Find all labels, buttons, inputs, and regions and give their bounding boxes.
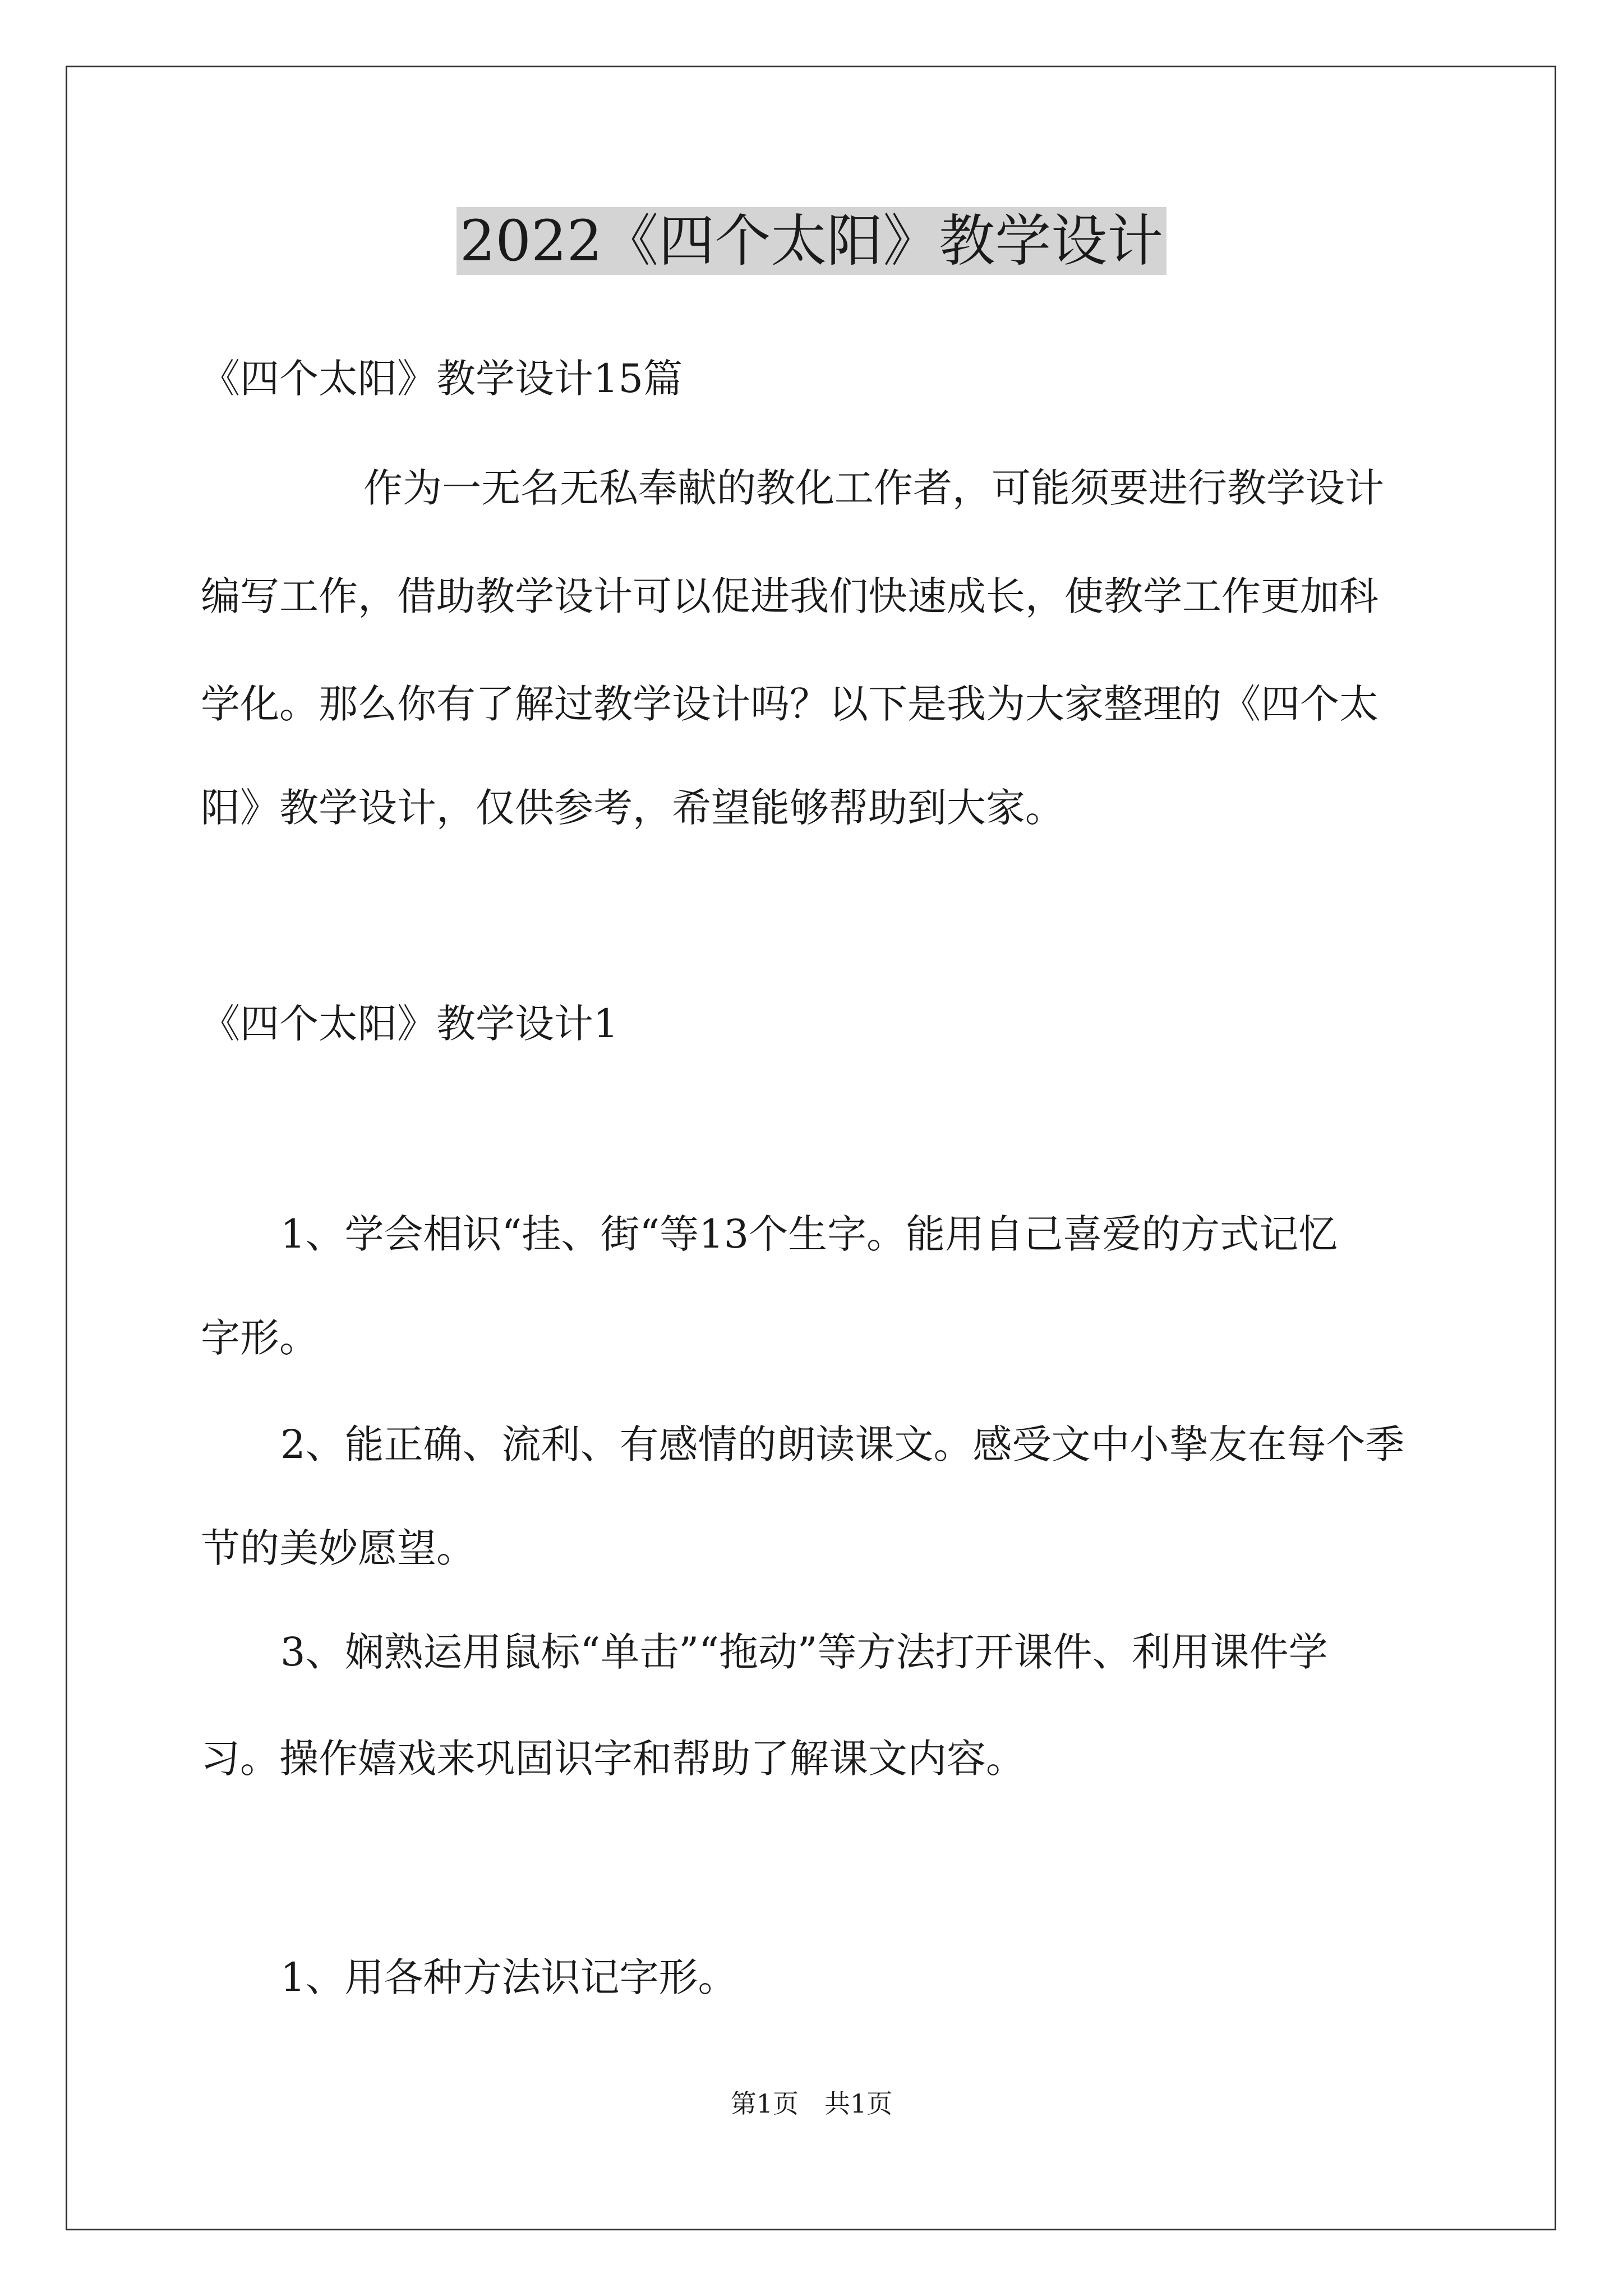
subtitle: 《四个太阳》教学设计15篇 [201, 356, 683, 402]
goal-line: 字形。 [201, 1315, 319, 1361]
goal-line: 3、娴熟运用鼠标“单击”“拖动”等方法打开课件、利用课件学 [280, 1629, 1328, 1675]
intro-line: 学化。那么你有了解过教学设计吗？以下是我为大家整理的《四个太 [201, 681, 1378, 727]
goal-line: 2、能正确、流利、有感情的朗读课文。感受文中小挚友在每个季 [280, 1421, 1405, 1467]
goal-line: 习。操作嬉戏来巩固识字和帮助了解课文内容。 [201, 1736, 1025, 1782]
page-footer: 第1页 共1页 [730, 2088, 893, 2119]
intro-line: 阳》教学设计，仅供参考，希望能够帮助到大家。 [201, 785, 1064, 831]
intro-line: 编写工作，借助教学设计可以促进我们快速成长，使教学工作更加科 [201, 573, 1378, 619]
goal-line: 节的美妙愿望。 [201, 1525, 476, 1571]
document-title [0, 202, 1623, 280]
document-title-text: 2022《四个太阳》教学设计 [457, 207, 1167, 275]
intro-line: 作为一无名无私奉献的教化工作者，可能须要进行教学设计 [363, 465, 1384, 511]
goal-line: 1、学会相识“挂、街“等13个生字。能用自己喜爱的方式记忆 [280, 1211, 1338, 1257]
section-heading: 《四个太阳》教学设计1 [201, 1001, 619, 1047]
key-point-line: 1、用各种方法识记字形。 [280, 1954, 737, 2000]
